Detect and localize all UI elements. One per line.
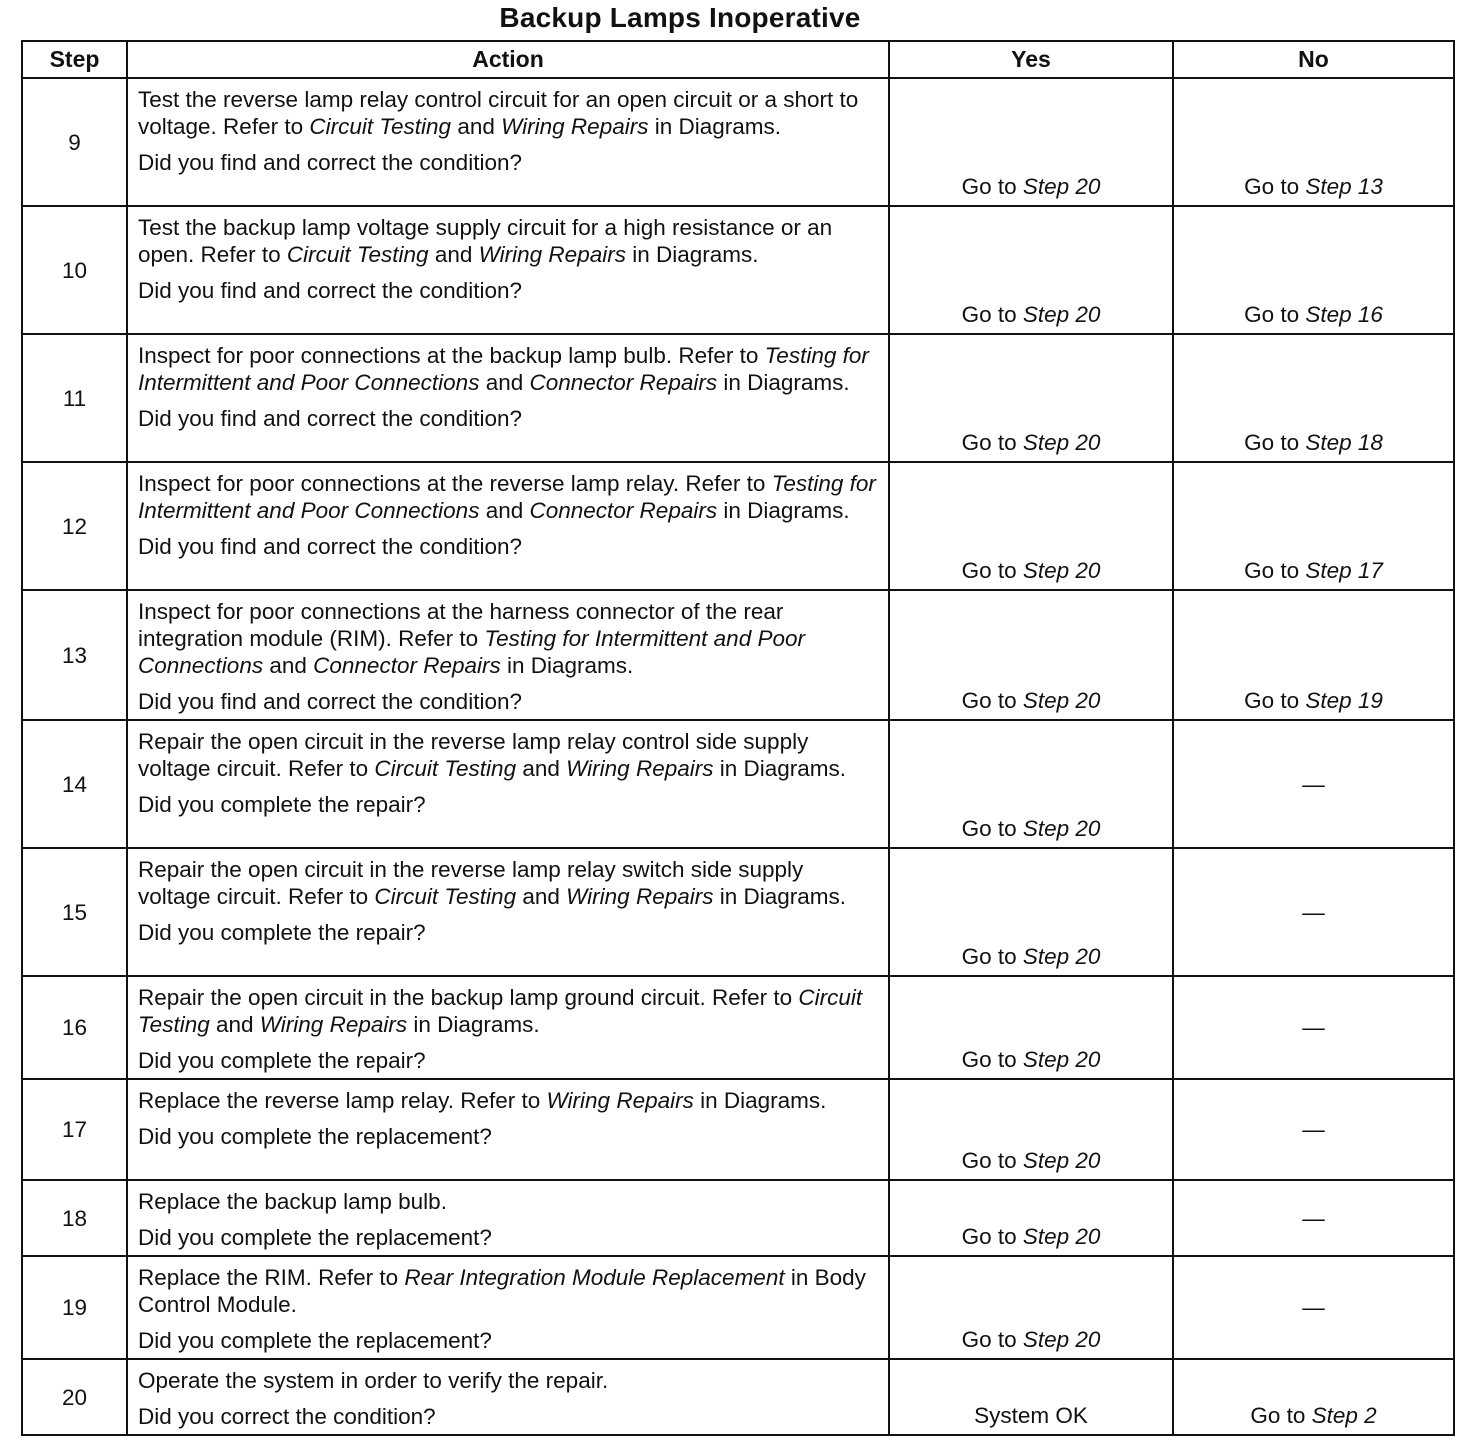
table-row <box>22 206 1454 334</box>
goto-step-link[interactable]: Step 18 <box>1305 430 1383 455</box>
reference-title: Wiring Repairs <box>259 1012 408 1037</box>
yes-outcome <box>889 334 1173 462</box>
goto-prefix: Go to <box>961 816 1023 841</box>
table-row <box>22 848 1454 976</box>
reference-title: Circuit Testing <box>138 985 863 1037</box>
action-question: Did you find and correct the condition? <box>138 278 522 303</box>
goto-step-link[interactable]: Step 13 <box>1305 174 1383 199</box>
yes-outcome <box>889 976 1173 1079</box>
action-instruction <box>138 86 880 140</box>
no-outcome <box>1173 1256 1454 1359</box>
goto-prefix: Go to <box>961 1327 1023 1352</box>
action-instruction <box>138 470 880 524</box>
no-outcome <box>1173 590 1454 720</box>
yes-outcome <box>889 590 1173 720</box>
action-question: Did you find and correct the condition? <box>138 534 522 559</box>
reference-title: Connector Repairs <box>529 370 718 395</box>
instruction-text: and <box>428 242 479 267</box>
action-instruction <box>138 1087 880 1114</box>
goto-prefix: Go to <box>961 558 1023 583</box>
goto-prefix: Go to <box>961 944 1023 969</box>
instruction-text: Repair the open circuit in the backup lamp ground circuit. Refer to <box>138 985 799 1010</box>
table-row <box>22 1180 1454 1256</box>
table-body <box>22 78 1454 1435</box>
reference-title: Wiring Repairs <box>566 884 714 909</box>
action-cell <box>127 720 889 848</box>
instruction-text: Replace the reverse lamp relay. Refer to <box>138 1088 547 1113</box>
reference-title: Wiring Repairs <box>501 114 649 139</box>
yes-outcome <box>889 1359 1173 1435</box>
goto-prefix: Go to <box>1250 1403 1312 1428</box>
table-row <box>22 976 1454 1079</box>
yes-outcome <box>889 206 1173 334</box>
no-outcome <box>1173 334 1454 462</box>
goto-prefix: Go to <box>1244 174 1306 199</box>
table-row <box>22 1359 1454 1435</box>
instruction-text: Test the backup lamp voltage supply circuit for a high resistance or an open. Refer to <box>138 215 833 267</box>
instruction-text: Repair the open circuit in the reverse lamp relay switch side supply voltage circuit. Refer to <box>138 857 804 909</box>
goto-prefix: Go to <box>961 174 1023 199</box>
no-outcome <box>1173 78 1454 206</box>
yes-outcome <box>889 1256 1173 1359</box>
instruction-text: and <box>479 498 530 523</box>
no-outcome <box>1173 848 1454 976</box>
reference-title: Testing for Intermittent and Poor Connections <box>138 471 876 523</box>
column-header-step: Step <box>22 41 127 78</box>
table-row <box>22 1079 1454 1180</box>
action-cell <box>127 1180 889 1256</box>
action-question: Did you find and correct the condition? <box>138 406 522 431</box>
table-row <box>22 590 1454 720</box>
reference-title: Circuit Testing <box>374 756 517 781</box>
step-number: 9 <box>22 78 127 206</box>
no-action-dash: — <box>1302 1295 1325 1320</box>
step-number: 19 <box>22 1256 127 1359</box>
instruction-text: Replace the backup lamp bulb. <box>138 1189 447 1214</box>
no-outcome <box>1173 976 1454 1079</box>
reference-title: Testing for Intermittent and Poor Connections <box>138 343 869 395</box>
step-number: 17 <box>22 1079 127 1180</box>
no-action-dash: — <box>1302 1015 1325 1040</box>
action-question: Did you complete the replacement? <box>138 1225 492 1250</box>
outcome-text: System OK <box>974 1403 1088 1428</box>
instruction-text: Operate the system in order to verify the repair. <box>138 1368 609 1393</box>
instruction-text: in Diagrams. <box>717 370 850 395</box>
goto-step-link[interactable]: Step 19 <box>1305 688 1383 713</box>
yes-outcome <box>889 1180 1173 1256</box>
action-cell <box>127 1359 889 1435</box>
goto-prefix: Go to <box>961 1047 1023 1072</box>
action-instruction <box>138 728 880 782</box>
no-outcome <box>1173 1359 1454 1435</box>
goto-step-link[interactable]: Step 17 <box>1305 558 1383 583</box>
reference-title: Circuit Testing <box>374 884 517 909</box>
column-header-yes: Yes <box>889 41 1173 78</box>
goto-prefix: Go to <box>1244 302 1306 327</box>
action-cell <box>127 206 889 334</box>
reference-title: Rear Integration Module Replacement <box>404 1265 785 1290</box>
goto-step-link[interactable]: Step 20 <box>1022 1047 1101 1072</box>
goto-step-link[interactable]: Step 20 <box>1022 174 1101 199</box>
instruction-text: and <box>516 884 567 909</box>
step-number: 16 <box>22 976 127 1079</box>
step-number: 13 <box>22 590 127 720</box>
goto-step-link[interactable]: Step 20 <box>1022 1327 1101 1352</box>
action-cell <box>127 590 889 720</box>
table-row <box>22 462 1454 590</box>
goto-step-link[interactable]: Step 20 <box>1022 430 1101 455</box>
goto-step-link[interactable]: Step 20 <box>1022 302 1101 327</box>
action-instruction <box>138 984 880 1038</box>
no-action-dash: — <box>1302 1205 1325 1231</box>
no-outcome <box>1173 1079 1454 1180</box>
action-cell <box>127 462 889 590</box>
table-row <box>22 720 1454 848</box>
action-question: Did you complete the repair? <box>138 1048 426 1073</box>
instruction-text: Inspect for poor connections at the reverse lamp relay. Refer to <box>138 471 772 496</box>
instruction-text: and <box>209 1012 260 1037</box>
action-cell <box>127 1079 889 1180</box>
table-row <box>22 78 1454 206</box>
instruction-text: in Diagrams. <box>625 242 759 267</box>
goto-step-link[interactable]: Step 2 <box>1311 1403 1377 1428</box>
goto-step-link[interactable]: Step 16 <box>1305 302 1383 327</box>
reference-title: Wiring Repairs <box>566 756 714 781</box>
goto-prefix: Go to <box>961 1148 1023 1173</box>
reference-title: Wiring Repairs <box>478 242 626 267</box>
action-question: Did you complete the repair? <box>138 792 426 817</box>
action-question: Did you complete the replacement? <box>138 1328 492 1353</box>
no-outcome <box>1173 1180 1454 1256</box>
goto-prefix: Go to <box>961 430 1023 455</box>
no-outcome <box>1173 462 1454 590</box>
yes-outcome <box>889 720 1173 848</box>
step-number: 12 <box>22 462 127 590</box>
instruction-text: in Diagrams. <box>693 1088 827 1113</box>
reference-title: Wiring Repairs <box>546 1088 694 1113</box>
instruction-text: and <box>451 114 502 139</box>
header-row <box>22 41 1454 78</box>
action-cell <box>127 334 889 462</box>
goto-step-link[interactable]: Step 20 <box>1022 1148 1101 1173</box>
reference-title: Connector Repairs <box>313 653 501 678</box>
action-cell <box>127 848 889 976</box>
yes-outcome <box>889 1079 1173 1180</box>
reference-title: Testing for Intermittent and Poor Connections <box>138 626 805 678</box>
instruction-text: in Diagrams. <box>500 653 634 678</box>
yes-outcome <box>889 848 1173 976</box>
action-instruction <box>138 598 880 679</box>
action-question: Did you find and correct the condition? <box>138 689 522 714</box>
goto-prefix: Go to <box>961 1224 1023 1249</box>
table-row <box>22 1256 1454 1359</box>
no-outcome <box>1173 206 1454 334</box>
instruction-text: and <box>263 653 314 678</box>
action-instruction <box>138 856 880 910</box>
page-title: Backup Lamps Inoperative <box>499 2 861 33</box>
action-question: Did you find and correct the condition? <box>138 150 522 175</box>
instruction-text: in Diagrams. <box>648 114 782 139</box>
action-cell <box>127 78 889 206</box>
reference-title: Circuit Testing <box>286 242 429 267</box>
step-number: 10 <box>22 206 127 334</box>
goto-step-link[interactable]: Step 20 <box>1022 1224 1101 1249</box>
instruction-text: Inspect for poor connections at the harness connector of the rear integration module (RIM). Refer to <box>138 599 784 651</box>
goto-step-link[interactable]: Step 20 <box>1022 816 1101 841</box>
goto-step-link[interactable]: Step 20 <box>1022 688 1101 713</box>
diagnostic-table <box>21 40 1455 1436</box>
yes-outcome <box>889 462 1173 590</box>
action-cell <box>127 1256 889 1359</box>
column-header-no: No <box>1173 41 1454 78</box>
goto-prefix: Go to <box>961 302 1023 327</box>
column-header-action: Action <box>127 41 889 78</box>
action-cell <box>127 976 889 1079</box>
instruction-text: and <box>516 756 567 781</box>
action-question: Did you correct the condition? <box>138 1404 436 1429</box>
yes-outcome <box>889 78 1173 206</box>
no-outcome <box>1173 720 1454 848</box>
instruction-text: Inspect for poor connections at the backup lamp bulb. Refer to <box>138 343 765 368</box>
step-number: 11 <box>22 334 127 462</box>
no-action-dash: — <box>1302 899 1325 925</box>
instruction-text: in Diagrams. <box>713 756 847 781</box>
table-row <box>22 334 1454 462</box>
goto-step-link[interactable]: Step 20 <box>1022 558 1101 583</box>
instruction-text: Replace the RIM. Refer to <box>138 1265 405 1290</box>
goto-prefix: Go to <box>1244 430 1306 455</box>
goto-prefix: Go to <box>1244 558 1306 583</box>
reference-title: Circuit Testing <box>309 114 452 139</box>
goto-prefix: Go to <box>961 688 1023 713</box>
instruction-text: in Diagrams. <box>407 1012 540 1037</box>
action-instruction <box>138 214 880 268</box>
instruction-text: Repair the open circuit in the reverse lamp relay control side supply voltage circuit. Refer to <box>138 729 809 781</box>
step-number: 18 <box>22 1180 127 1256</box>
instruction-text: Test the reverse lamp relay control circuit for an open circuit or a short to voltage. Refer to <box>138 87 859 139</box>
no-action-dash: — <box>1302 771 1325 797</box>
instruction-text: in Diagrams. <box>717 498 850 523</box>
action-instruction <box>138 1188 880 1215</box>
action-instruction <box>138 1367 880 1394</box>
action-instruction <box>138 342 880 396</box>
goto-prefix: Go to <box>1244 688 1306 713</box>
no-action-dash: — <box>1302 1117 1325 1142</box>
step-number: 20 <box>22 1359 127 1435</box>
step-number: 14 <box>22 720 127 848</box>
action-question: Did you complete the repair? <box>138 920 426 945</box>
instruction-text: in Diagrams. <box>713 884 847 909</box>
instruction-text: and <box>479 370 530 395</box>
step-number: 15 <box>22 848 127 976</box>
reference-title: Connector Repairs <box>529 498 718 523</box>
instruction-text: in Body Control Module. <box>138 1265 866 1317</box>
action-instruction <box>138 1264 880 1318</box>
goto-step-link[interactable]: Step 20 <box>1022 944 1101 969</box>
action-question: Did you complete the replacement? <box>138 1124 492 1149</box>
